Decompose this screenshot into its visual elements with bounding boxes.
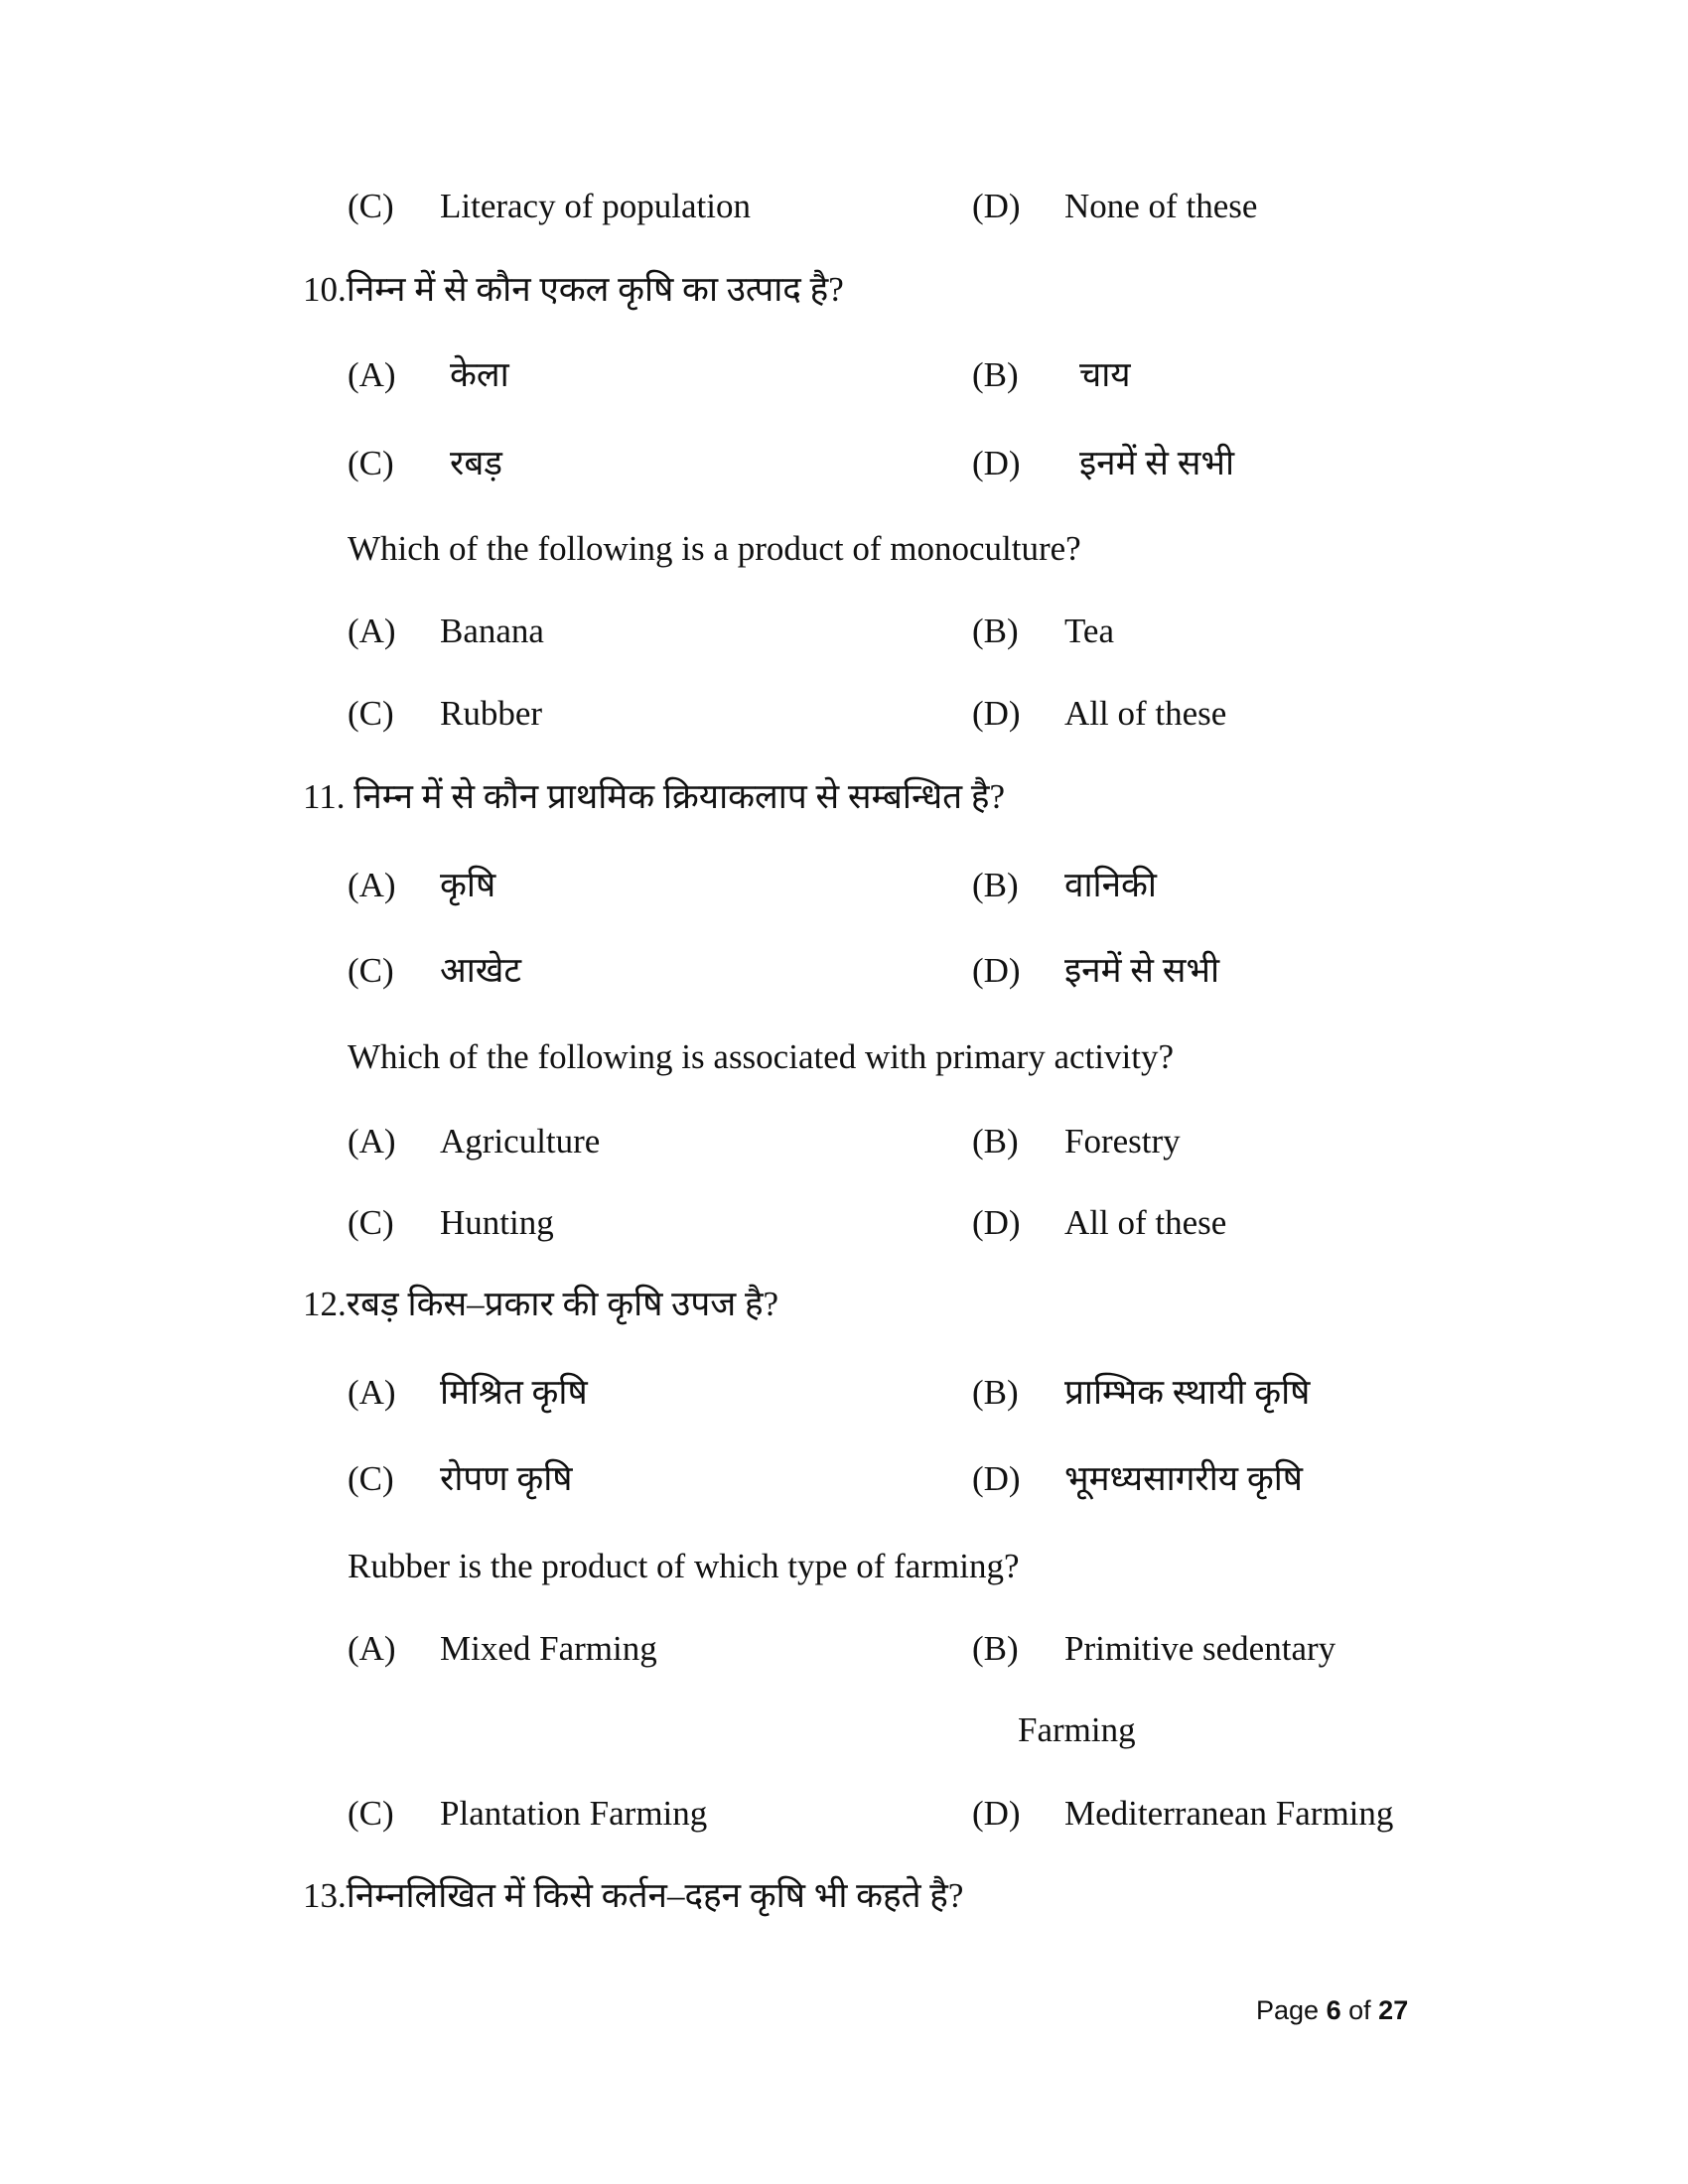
option-marker: (B) [972, 1122, 1019, 1160]
question-hindi [303, 268, 844, 312]
option-marker: (D) [972, 1794, 1021, 1833]
option-text: रोपण कृषि [440, 1459, 573, 1498]
option-text: मिश्रित कृषि [440, 1373, 588, 1412]
option-marker: (D) [972, 951, 1021, 990]
option-marker: (C) [348, 1794, 394, 1833]
option-text: Hunting [440, 1203, 554, 1242]
option-text: भूमध्यसागरीय कृषि [1064, 1459, 1304, 1498]
option-text: चाय [1079, 355, 1131, 394]
option-text: None of these [1064, 187, 1258, 225]
option-text: प्राम्भिक स्थायी कृषि [1064, 1373, 1311, 1412]
question-text: निम्नलिखित में किसे कर्तन–दहन कृषि भी कहते है? [346, 1876, 964, 1915]
page-of: of [1348, 1995, 1371, 2025]
option-marker: (D) [972, 694, 1021, 733]
option-text: Literacy of population [440, 187, 751, 225]
option-text: Forestry [1064, 1122, 1181, 1160]
option-text: आखेट [440, 951, 522, 990]
total-pages: 27 [1378, 1995, 1409, 2025]
option-marker: (C) [348, 694, 394, 733]
option-text: रबड़ [450, 444, 503, 482]
option-marker: (B) [972, 355, 1019, 394]
page-number [1256, 1995, 1408, 2026]
question-number: 13. [303, 1876, 347, 1915]
question-number: 12. [303, 1285, 347, 1323]
question-english: Which of the following is a product of monoculture? [348, 529, 1081, 568]
question-number: 11. [303, 777, 346, 816]
question-text: निम्न में से कौन एकल कृषि का उत्पाद है? [346, 270, 844, 309]
option-marker: (C) [348, 951, 394, 990]
option-text: इनमें से सभी [1079, 444, 1235, 482]
option-marker: (D) [972, 1203, 1021, 1242]
option-marker: (D) [972, 444, 1021, 482]
current-page: 6 [1326, 1995, 1341, 2025]
question-hindi [303, 1283, 778, 1326]
option-text: Primitive sedentary [1064, 1629, 1336, 1668]
question-text: निम्न में से कौन प्राथमिक क्रियाकलाप से सम्बन्धित है? [353, 777, 1005, 816]
option-text: Tea [1064, 612, 1115, 650]
option-marker: (A) [348, 866, 396, 904]
question-hindi [303, 775, 1005, 819]
option-text: Rubber [440, 694, 543, 733]
question-number: 10. [303, 270, 347, 309]
option-text: Agriculture [440, 1122, 601, 1160]
question-hindi [303, 1874, 963, 1918]
option-marker: (D) [972, 1459, 1021, 1498]
option-marker: (A) [348, 612, 396, 650]
question-english: Which of the following is associated with primary activity? [348, 1037, 1175, 1076]
option-marker: (D) [972, 187, 1021, 225]
option-text: इनमें से सभी [1064, 951, 1220, 990]
option-marker: (A) [348, 1122, 396, 1160]
option-text: Mixed Farming [440, 1629, 657, 1668]
option-marker: (C) [348, 1459, 394, 1498]
question-text: रबड़ किस–प्रकार की कृषि उपज है? [346, 1285, 779, 1323]
option-text: वानिकी [1064, 866, 1157, 904]
option-text-continuation: Farming [1018, 1710, 1136, 1749]
option-marker: (B) [972, 866, 1019, 904]
option-marker: (C) [348, 444, 394, 482]
option-marker: (A) [348, 1373, 396, 1412]
option-text: Banana [440, 612, 544, 650]
option-text: All of these [1064, 694, 1227, 733]
option-text: कृषि [440, 866, 496, 904]
option-marker: (B) [972, 612, 1019, 650]
option-text: केला [450, 355, 509, 394]
option-marker: (C) [348, 1203, 394, 1242]
option-marker: (B) [972, 1629, 1019, 1668]
option-marker: (A) [348, 1629, 396, 1668]
option-text: Plantation Farming [440, 1794, 708, 1833]
option-marker: (A) [348, 355, 396, 394]
option-text: All of these [1064, 1203, 1227, 1242]
question-english: Rubber is the product of which type of farming? [348, 1547, 1020, 1585]
option-text: Mediterranean Farming [1064, 1794, 1394, 1833]
option-marker: (C) [348, 187, 394, 225]
option-marker: (B) [972, 1373, 1019, 1412]
page-label: Page [1256, 1995, 1320, 2025]
